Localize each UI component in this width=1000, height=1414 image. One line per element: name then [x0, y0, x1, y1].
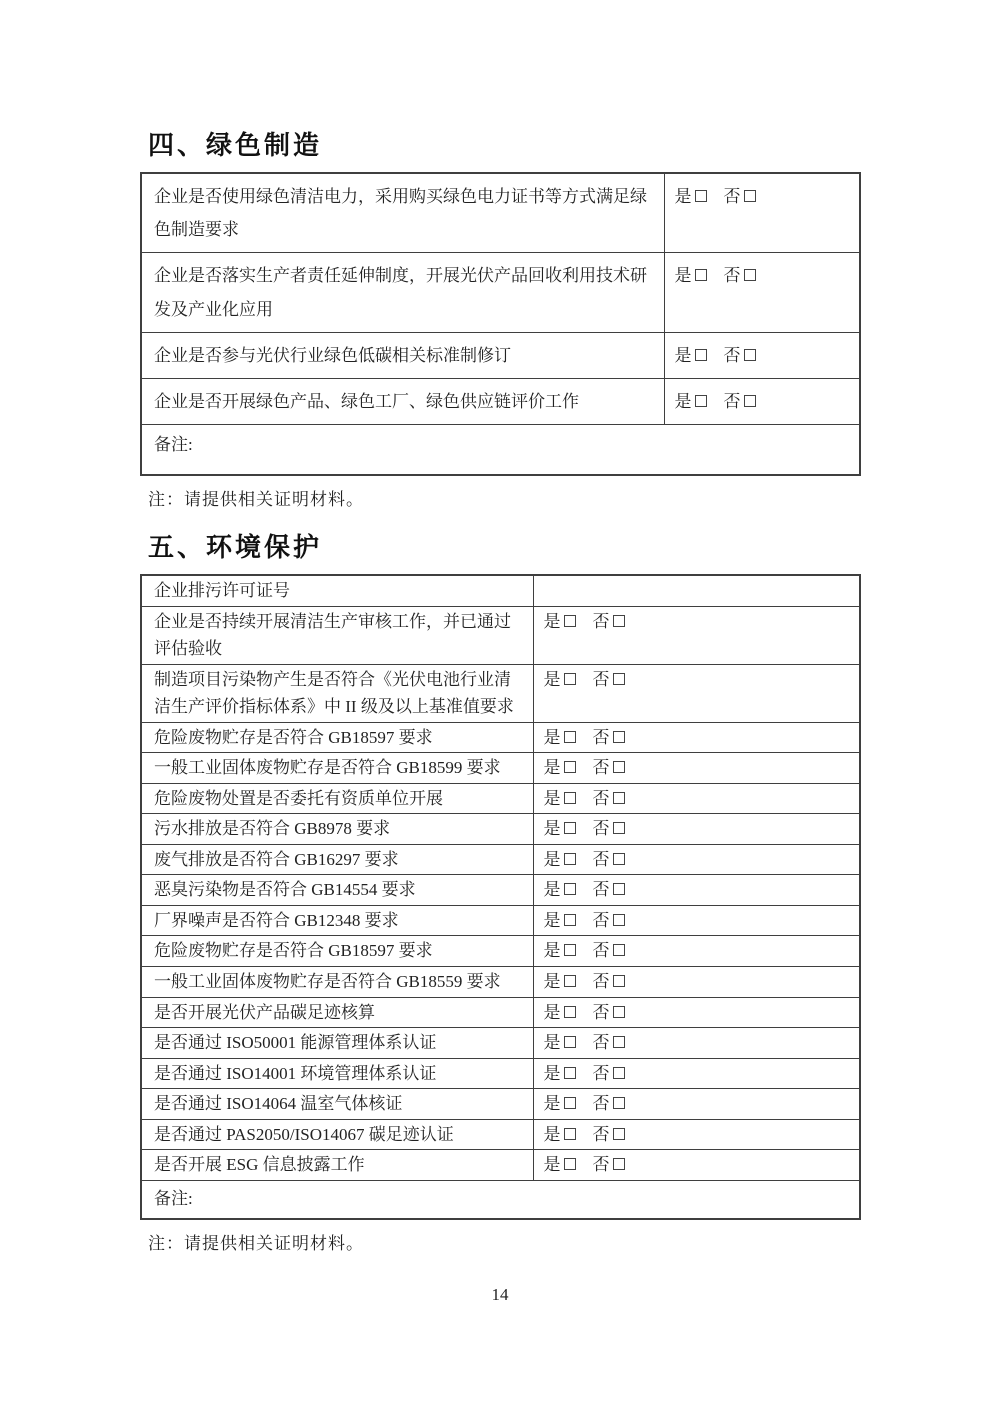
checkbox-no[interactable] — [744, 395, 756, 407]
checkbox-yes[interactable] — [564, 615, 576, 627]
option-yes — [544, 1094, 576, 1113]
checkbox-yes[interactable] — [564, 731, 576, 743]
footnote-green: 注：请提供相关证明材料。 — [148, 489, 364, 509]
answer-cell — [533, 606, 860, 664]
checkbox-no[interactable] — [613, 975, 625, 987]
yes-label: 是 — [543, 727, 561, 747]
answer-cell — [533, 753, 860, 784]
no-label: 否 — [723, 266, 741, 286]
option-no — [593, 850, 625, 869]
no-label: 否 — [592, 941, 610, 961]
table-row — [141, 905, 860, 936]
no-label: 否 — [592, 819, 610, 839]
table-row — [141, 173, 860, 253]
checkbox-yes[interactable] — [564, 1128, 576, 1140]
question-label: 一般工业固体废物贮存是否符合 GB18599 要求 — [141, 753, 533, 784]
checkbox-no[interactable] — [613, 1067, 625, 1079]
option-yes — [544, 972, 576, 991]
yes-label: 是 — [674, 266, 692, 286]
option-yes — [675, 187, 707, 206]
option-no — [593, 1033, 625, 1052]
option-yes — [675, 346, 707, 365]
answer-cell — [533, 783, 860, 814]
page-content — [140, 130, 860, 1254]
option-yes — [544, 1064, 576, 1083]
option-yes — [544, 1155, 576, 1174]
question-label: 是否开展 ESG 信息披露工作 — [141, 1150, 533, 1181]
checkbox-no[interactable] — [613, 1128, 625, 1140]
option-no — [593, 972, 625, 991]
yes-label: 是 — [543, 1155, 561, 1175]
question-label: 是否通过 PAS2050/ISO14067 碳足迹认证 — [141, 1119, 533, 1150]
answer-cell — [533, 936, 860, 967]
option-yes — [544, 880, 576, 899]
question-label: 危险废物贮存是否符合 GB18597 要求 — [141, 936, 533, 967]
environment-table — [140, 574, 861, 1220]
checkbox-no[interactable] — [613, 673, 625, 685]
no-label: 否 — [592, 669, 610, 689]
table-row — [141, 1058, 860, 1089]
remark-row — [141, 425, 860, 475]
question-label: 是否通过 ISO50001 能源管理体系认证 — [141, 1028, 533, 1059]
answer-cell — [533, 664, 860, 722]
no-label: 否 — [723, 391, 741, 411]
table-row — [141, 1150, 860, 1181]
table-row — [141, 253, 860, 332]
yes-label: 是 — [543, 819, 561, 839]
checkbox-yes[interactable] — [564, 1158, 576, 1170]
option-no — [593, 819, 625, 838]
option-yes — [544, 850, 576, 869]
checkbox-yes[interactable] — [564, 1006, 576, 1018]
checkbox-no[interactable] — [744, 349, 756, 361]
yes-label: 是 — [543, 1033, 561, 1053]
answer-cell — [533, 814, 860, 845]
yes-label: 是 — [543, 669, 561, 689]
option-no — [593, 1064, 625, 1083]
option-yes — [544, 789, 576, 808]
no-label: 否 — [592, 1063, 610, 1083]
option-no — [593, 789, 625, 808]
question-label: 是否开展光伏产品碳足迹核算 — [141, 997, 533, 1028]
table-row — [141, 1089, 860, 1120]
checkbox-no[interactable] — [613, 1006, 625, 1018]
yes-label: 是 — [543, 1094, 561, 1114]
option-no — [593, 1003, 625, 1022]
option-yes — [544, 911, 576, 930]
option-yes — [544, 728, 576, 747]
option-yes — [544, 758, 576, 777]
yes-label: 是 — [543, 788, 561, 808]
question-label: 危险废物处置是否委托有资质单位开展 — [141, 783, 533, 814]
question-label: 是否通过 ISO14064 温室气体核证 — [141, 1089, 533, 1120]
answer-cell — [664, 173, 860, 253]
question-label: 恶臭污染物是否符合 GB14554 要求 — [141, 875, 533, 906]
question-label: 企业是否使用绿色清洁电力，采用购买绿色电力证书等方式满足绿色制造要求 — [141, 173, 664, 253]
answer-cell — [533, 1028, 860, 1059]
table-row — [141, 844, 860, 875]
option-yes — [544, 1033, 576, 1052]
no-label: 否 — [592, 788, 610, 808]
checkbox-yes[interactable] — [564, 761, 576, 773]
option-yes — [544, 819, 576, 838]
question-label: 危险废物贮存是否符合 GB18597 要求 — [141, 722, 533, 753]
yes-label: 是 — [543, 758, 561, 778]
no-label: 否 — [592, 1124, 610, 1144]
table-row — [141, 1028, 860, 1059]
option-no — [593, 1094, 625, 1113]
answer-cell — [533, 844, 860, 875]
table-row — [141, 722, 860, 753]
answer-cell — [664, 332, 860, 378]
no-label: 否 — [592, 1094, 610, 1114]
section-heading-green-manufacturing: 四、绿色制造 — [148, 130, 323, 160]
green-manufacturing-table — [140, 172, 861, 476]
yes-label: 是 — [543, 1063, 561, 1083]
table-row — [141, 967, 860, 998]
option-no — [724, 346, 756, 365]
option-no — [593, 1125, 625, 1144]
option-no — [724, 266, 756, 285]
checkbox-no[interactable] — [613, 944, 625, 956]
option-no — [593, 941, 625, 960]
option-no — [593, 911, 625, 930]
question-label: 厂界噪声是否符合 GB12348 要求 — [141, 905, 533, 936]
checkbox-yes[interactable] — [695, 349, 707, 361]
checkbox-yes[interactable] — [564, 914, 576, 926]
answer-cell — [533, 905, 860, 936]
yes-label: 是 — [543, 611, 561, 631]
checkbox-no[interactable] — [613, 1158, 625, 1170]
checkbox-no[interactable] — [744, 190, 756, 202]
answer-cell — [533, 722, 860, 753]
question-label: 是否通过 ISO14001 环境管理体系认证 — [141, 1058, 533, 1089]
yes-label: 是 — [543, 1124, 561, 1144]
option-no — [593, 728, 625, 747]
question-label: 企业是否参与光伏行业绿色低碳相关标准制修订 — [141, 332, 664, 378]
question-label: 企业是否持续开展清洁生产审核工作，并已通过评估验收 — [141, 606, 533, 664]
table-row — [141, 997, 860, 1028]
table-row — [141, 936, 860, 967]
no-label: 否 — [592, 1155, 610, 1175]
remark-row — [141, 1180, 860, 1218]
answer-cell — [533, 875, 860, 906]
remark-cell[interactable]: 备注: — [141, 1180, 860, 1218]
no-label: 否 — [592, 972, 610, 992]
answer-cell — [533, 1089, 860, 1120]
table-row — [141, 783, 860, 814]
checkbox-no[interactable] — [613, 883, 625, 895]
option-no — [724, 187, 756, 206]
yes-label: 是 — [543, 880, 561, 900]
checkbox-no[interactable] — [613, 853, 625, 865]
table-row — [141, 606, 860, 664]
no-label: 否 — [723, 345, 741, 365]
yes-label: 是 — [543, 849, 561, 869]
option-yes — [544, 1003, 576, 1022]
yes-label: 是 — [543, 972, 561, 992]
no-label: 否 — [592, 611, 610, 631]
yes-label: 是 — [543, 1002, 561, 1022]
option-no — [593, 758, 625, 777]
checkbox-no[interactable] — [613, 822, 625, 834]
checkbox-yes[interactable] — [564, 1067, 576, 1079]
checkbox-no[interactable] — [613, 792, 625, 804]
yes-label: 是 — [674, 187, 692, 207]
no-label: 否 — [592, 1002, 610, 1022]
checkbox-yes[interactable] — [695, 190, 707, 202]
answer-cell — [664, 253, 860, 332]
checkbox-yes[interactable] — [564, 822, 576, 834]
checkbox-no[interactable] — [613, 761, 625, 773]
checkbox-yes[interactable] — [564, 1036, 576, 1048]
checkbox-no[interactable] — [613, 731, 625, 743]
question-label: 一般工业固体废物贮存是否符合 GB18559 要求 — [141, 967, 533, 998]
page-number: 14 — [491, 1285, 509, 1304]
checkbox-yes[interactable] — [695, 269, 707, 281]
table-row — [141, 575, 860, 606]
answer-cell — [533, 1150, 860, 1181]
option-yes — [544, 941, 576, 960]
checkbox-yes[interactable] — [564, 944, 576, 956]
checkbox-yes[interactable] — [695, 395, 707, 407]
yes-label: 是 — [543, 941, 561, 961]
table-row — [141, 332, 860, 378]
checkbox-no[interactable] — [613, 1036, 625, 1048]
checkbox-no[interactable] — [744, 269, 756, 281]
no-label: 否 — [592, 758, 610, 778]
checkbox-yes[interactable] — [564, 853, 576, 865]
option-no — [593, 670, 625, 689]
option-yes — [544, 612, 576, 631]
question-label: 制造项目污染物产生是否符合《光伏电池行业清洁生产评价指标体系》中 II 级及以上基准值要求 — [141, 664, 533, 722]
table-row — [141, 664, 860, 722]
checkbox-yes[interactable] — [564, 883, 576, 895]
checkbox-no[interactable] — [613, 1097, 625, 1109]
no-label: 否 — [592, 880, 610, 900]
answer-cell — [533, 1119, 860, 1150]
option-yes — [675, 392, 707, 411]
no-label: 否 — [723, 187, 741, 207]
permit-number-field[interactable] — [533, 575, 860, 606]
answer-cell — [533, 967, 860, 998]
no-label: 否 — [592, 910, 610, 930]
checkbox-yes[interactable] — [564, 975, 576, 987]
question-label: 企业是否开展绿色产品、绿色工厂、绿色供应链评价工作 — [141, 378, 664, 424]
question-label: 企业是否落实生产者责任延伸制度，开展光伏产品回收利用技术研发及产业化应用 — [141, 253, 664, 332]
footnote-environment: 注：请提供相关证明材料。 — [148, 1233, 364, 1253]
table-row — [141, 378, 860, 424]
remark-cell[interactable]: 备注: — [141, 425, 860, 475]
option-yes — [544, 670, 576, 689]
question-label: 污水排放是否符合 GB8978 要求 — [141, 814, 533, 845]
option-no — [593, 1155, 625, 1174]
answer-cell — [533, 997, 860, 1028]
option-no — [593, 612, 625, 631]
option-no — [593, 880, 625, 899]
table-row — [141, 814, 860, 845]
no-label: 否 — [592, 1033, 610, 1053]
checkbox-yes[interactable] — [564, 792, 576, 804]
checkbox-no[interactable] — [613, 914, 625, 926]
answer-cell — [533, 1058, 860, 1089]
yes-label: 是 — [674, 391, 692, 411]
table-row — [141, 875, 860, 906]
checkbox-no[interactable] — [613, 615, 625, 627]
section-heading-environment: 五、环境保护 — [148, 531, 323, 562]
option-yes — [675, 266, 707, 285]
question-label: 废气排放是否符合 GB16297 要求 — [141, 844, 533, 875]
checkbox-yes[interactable] — [564, 1097, 576, 1109]
yes-label: 是 — [543, 910, 561, 930]
question-label: 企业排污许可证号 — [141, 575, 533, 606]
option-yes — [544, 1125, 576, 1144]
yes-label: 是 — [674, 345, 692, 365]
answer-cell — [664, 378, 860, 424]
no-label: 否 — [592, 849, 610, 869]
no-label: 否 — [592, 727, 610, 747]
table-row — [141, 753, 860, 784]
option-no — [724, 392, 756, 411]
checkbox-yes[interactable] — [564, 673, 576, 685]
table-row — [141, 1119, 860, 1150]
